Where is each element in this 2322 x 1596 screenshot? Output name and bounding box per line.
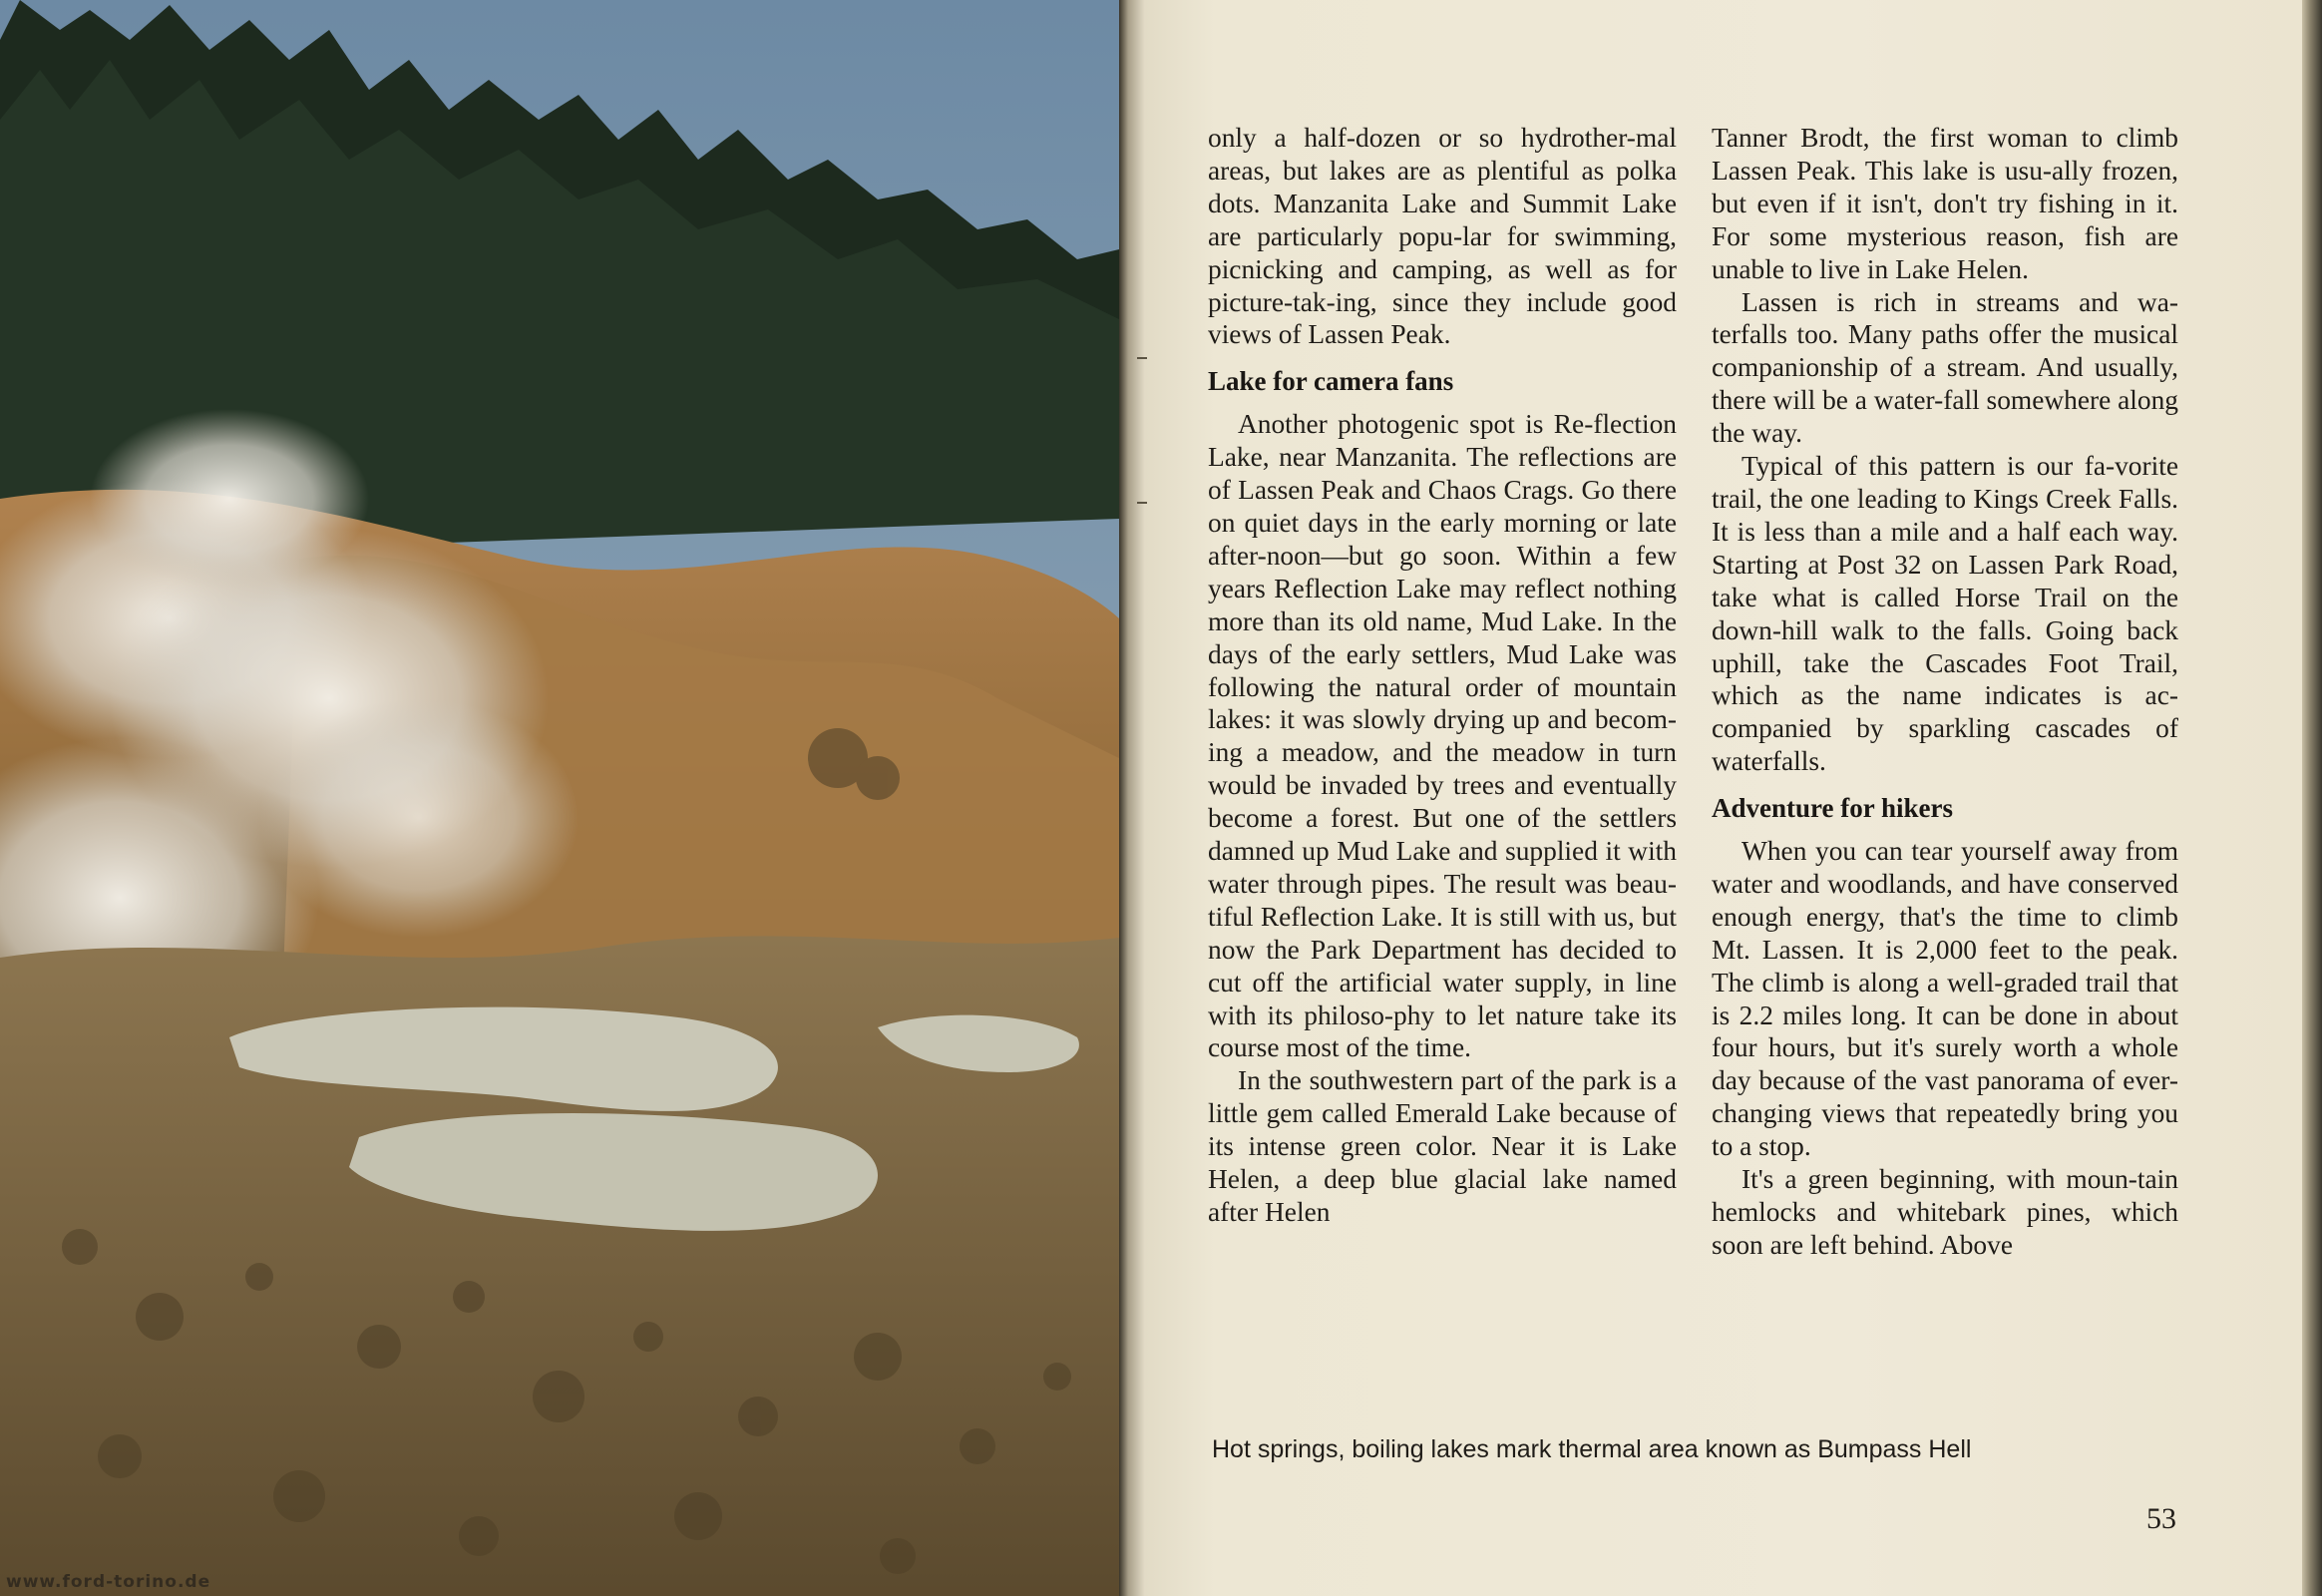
photo-caption: Hot springs, boiling lakes mark thermal area known as Bumpass Hell — [1212, 1435, 1972, 1463]
book-gutter — [1119, 0, 1145, 1596]
thermal-area-photo — [0, 0, 1119, 1596]
paragraph: Tanner Brodt, the first woman to climb Lassen Peak. This lake is usu-ally frozen, but even if it isn't, don't try fishing in it. For some mysterious reason, fish are unable to live in Lake Helen. — [1712, 123, 2178, 284]
section-heading: Lake for camera fans — [1208, 366, 1454, 397]
watermark: www.ford-torino.de — [6, 1572, 211, 1592]
photo-page — [0, 0, 1119, 1596]
section-heading: Adventure for hikers — [1712, 793, 1953, 824]
page-edge — [2302, 0, 2322, 1596]
paragraph: only a half-dozen or so hydrother-mal areas, but lakes are as plentiful as polka dots. Manzanita Lake and Summit Lake are particularly popu-lar for swimming, picnicking and camping, as well as for picture-tak-ing, since they include good views of Lassen Peak. — [1208, 123, 1677, 350]
paragraph: When you can tear yourself away from water and woodlands, and have conserved enough energy, that's the time to climb Mt. Lassen. It is 2,000 feet to the peak. The climb is along a well-graded trail that is 2.2 miles long. It can be done in about four hours, but it's surely worth a whole day because of the vast panorama of ever-changing views that repeatedly bring you to a stop. — [1712, 836, 2178, 1162]
margin-mark — [1137, 357, 1147, 359]
page-number: 53 — [2146, 1502, 2176, 1535]
text-column-left — [1208, 122, 1677, 1229]
paragraph: Lassen is rich in streams and wa-terfalls too. Many paths offer the musical companionship of a stream. And usually, there will be a water-fall somewhere along the way. — [1712, 286, 2178, 449]
paragraph: Typical of this pattern is our fa-vorite trail, the one leading to Kings Creek Falls. It is less than a mile and a half each way. Starting at Post 32 on Lassen Park Road, take what is called Horse Trail on the down-hill walk to the falls. Going back uphill, take the Cascades Foot Trail, which as the name indicates is ac-companied by sparkling cascades of waterfalls. — [1712, 451, 2178, 777]
text-column-right — [1712, 122, 2178, 1262]
paragraph: It's a green beginning, with moun-tain hemlocks and whitebark pines, which soon are left behind. Above — [1712, 1164, 2178, 1260]
paragraph: In the southwestern part of the park is a little gem called Emerald Lake because of its intense green color. Near it is Lake Helen, a deep blue glacial lake named after Helen — [1208, 1065, 1677, 1227]
paragraph: Another photogenic spot is Re-flection Lake, near Manzanita. The reflections are of Lassen Peak and Chaos Crags. Go there on quiet days in the early morning or late after-noon—but go soon. Within a few years Reflection Lake may reflect nothing more than its old name, Mud Lake. In the days of the early settlers, Mud Lake was following the natural order of mountain lakes: it was slowly drying up and becom-ing a meadow, and the meadow in turn would be invaded by trees and eventually become a forest. But one of the settlers damned up Mud Lake and supplied it with water through pipes. The result was beau-tiful Reflection Lake. It is still with us, but now the Park Department has decided to cut off the artificial water supply, in line with its philoso-phy to let nature take its course most of the time. — [1208, 409, 1677, 1063]
margin-mark — [1137, 502, 1147, 504]
